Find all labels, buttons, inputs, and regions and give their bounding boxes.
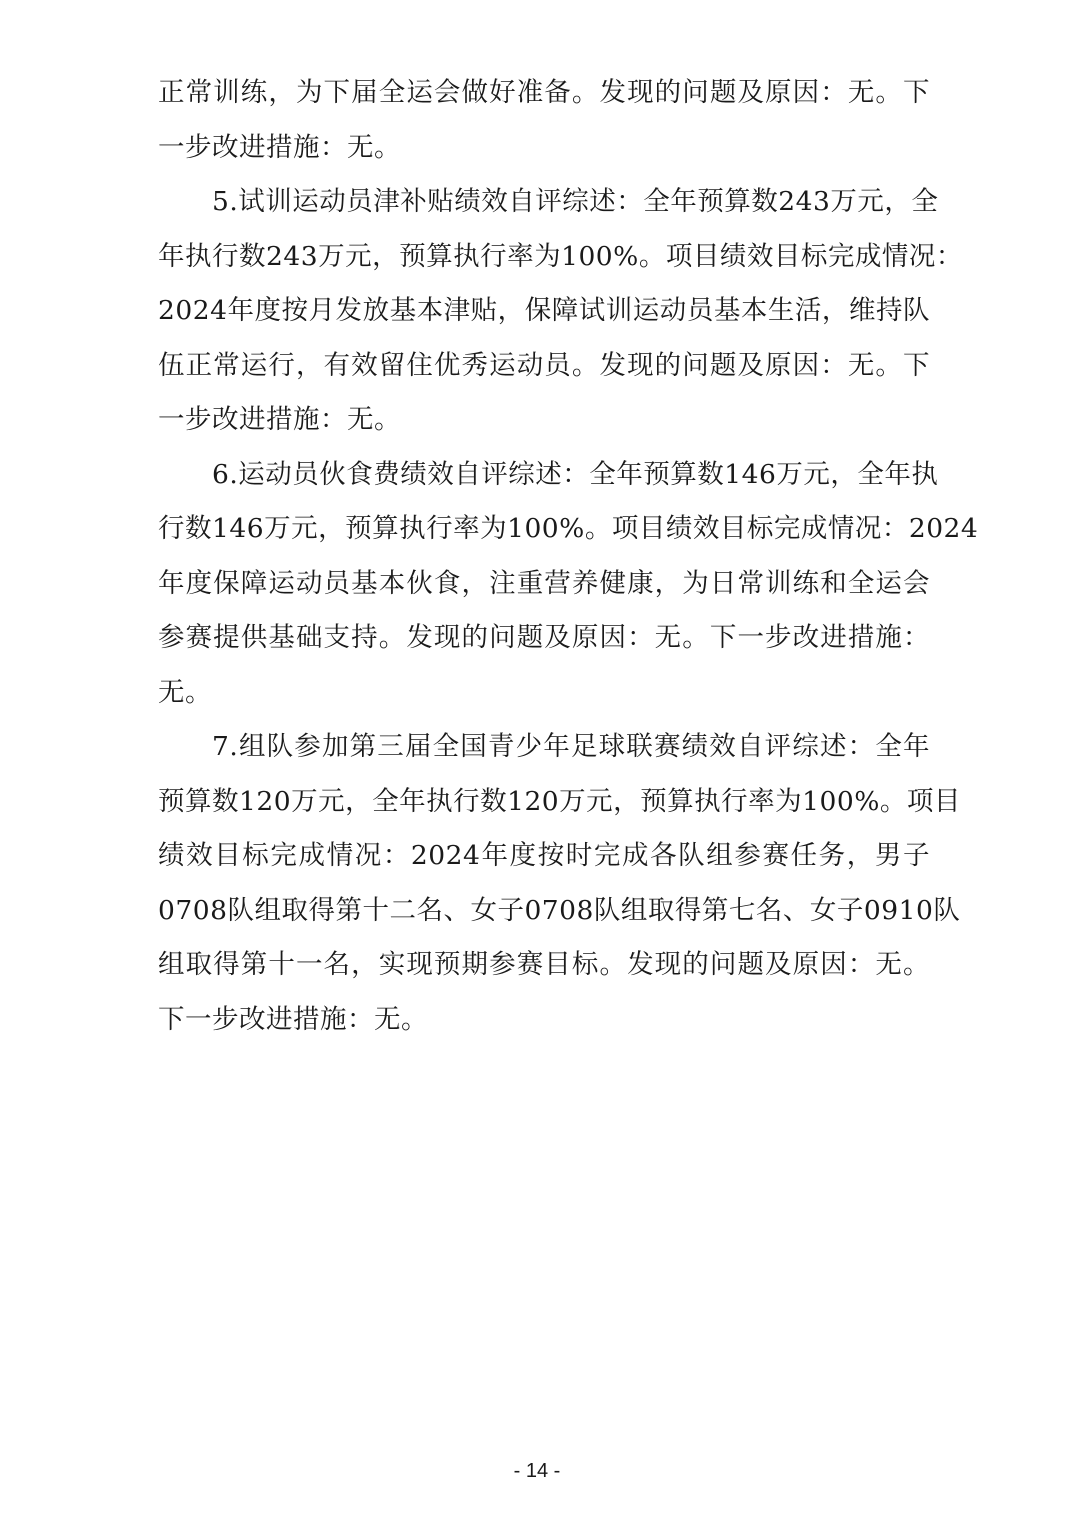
- text-line: 伍正常运行，有效留住优秀运动员。发现的问题及原因：无。下: [158, 349, 930, 381]
- paragraph-continuation: [158, 66, 930, 175]
- text-line: 年度保障运动员基本伙食，注重营养健康，为日常训练和全运会: [158, 567, 930, 599]
- text-line: 年执行数243万元，预算执行率为100%。项目绩效目标完成情况：: [158, 240, 963, 272]
- text-line: 一步改进措施：无。: [158, 131, 401, 163]
- text-line: 2024年度按月发放基本津贴，保障试训运动员基本生活，维持队: [158, 295, 930, 326]
- text-line: 6.运动员伙食费绩效自评综述：全年预算数146万元，全年执: [212, 458, 939, 490]
- text-line: 正常训练，为下届全运会做好准备。发现的问题及原因：无。下: [158, 77, 930, 108]
- text-line: 绩效目标完成情况：2024年度按时完成各队组参赛任务，男子: [158, 840, 930, 871]
- text-line: 0708队组取得第十二名、女子0708队组取得第七名、女子0910队: [158, 894, 961, 926]
- text-line: 组取得第十一名，实现预期参赛目标。发现的问题及原因：无。: [158, 949, 930, 980]
- text-line: 一步改进措施：无。: [158, 404, 401, 435]
- text-line: 预算数120万元，全年执行数120万元，预算执行率为100%。项目: [158, 785, 961, 817]
- text-line: 7.组队参加第三届全国青少年足球联赛绩效自评综述：全年: [212, 731, 930, 762]
- paragraph-item-5: [158, 175, 963, 448]
- document-body: [158, 66, 979, 1047]
- page-number: - 14 -: [513, 1460, 561, 1482]
- paragraph-item-6: [158, 448, 979, 721]
- text-line: 行数146万元，预算执行率为100%。项目绩效目标完成情况：2024: [158, 513, 979, 544]
- text-line: 无。: [158, 676, 212, 708]
- text-line: 参赛提供基础支持。发现的问题及原因：无。下一步改进措施：: [158, 622, 930, 653]
- text-line: 5.试训运动员津补贴绩效自评综述：全年预算数243万元，全: [212, 186, 939, 217]
- text-line: 下一步改进措施：无。: [158, 1003, 428, 1035]
- paragraph-item-7: [158, 720, 961, 1047]
